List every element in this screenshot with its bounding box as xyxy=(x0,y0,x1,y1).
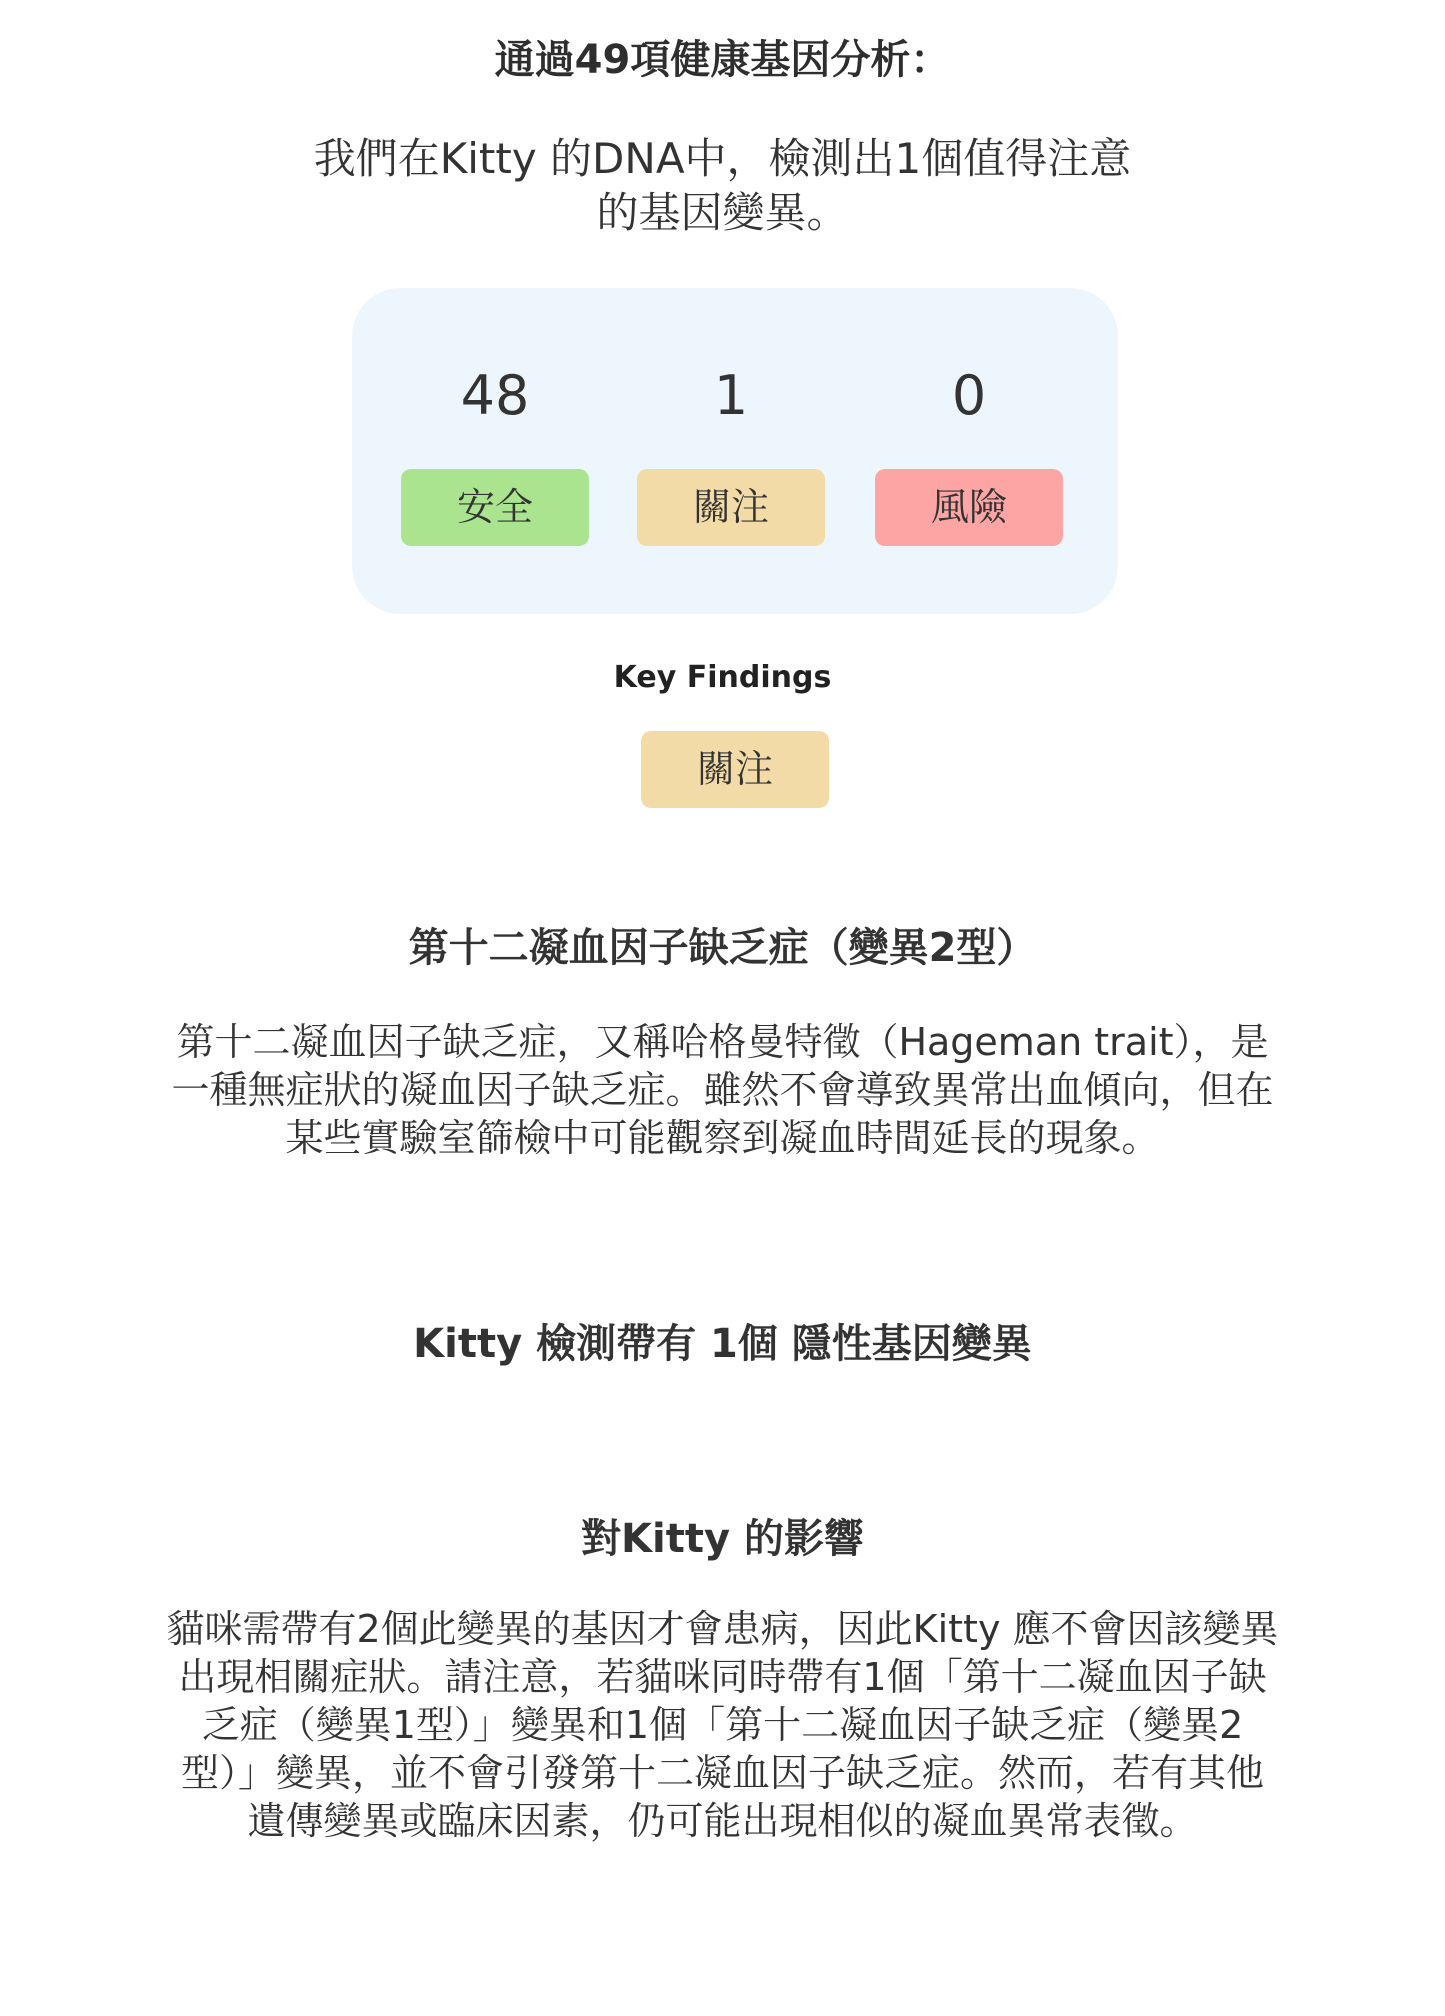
risk-badge: 風險 xyxy=(875,469,1063,546)
safe-count: 48 xyxy=(460,364,530,427)
page-title: 通過49項健康基因分析： xyxy=(494,37,951,83)
key-findings-status-badge: 關注 xyxy=(641,731,829,808)
finding-title: 第十二凝血因子缺乏症（變異2型） xyxy=(408,925,1037,971)
carrier-summary: Kitty 檢測帶有 1個 隱性基因變異 xyxy=(413,1321,1032,1367)
summary-card xyxy=(352,288,1118,614)
impact-title: 對Kitty 的影響 xyxy=(581,1516,864,1562)
risk-count: 0 xyxy=(951,364,987,427)
finding-description: 第十二凝血因子缺乏症，又稱哈格曼特徵（Hageman trait），是一種無症狀的凝血因子缺乏症。雖然不會導致異常出血傾向，但在某些實驗室篩檢中可能觀察到凝血時間延長的現象。 xyxy=(171,1020,1274,1160)
safe-badge: 安全 xyxy=(401,469,589,546)
watch-badge: 關注 xyxy=(637,469,825,546)
intro-text: 我們在Kitty 的DNA中，檢測出1個值得注意的基因變異。 xyxy=(313,134,1132,237)
key-findings-label: Key Findings xyxy=(613,660,832,695)
impact-description: 貓咪需帶有2個此變異的基因才會患病，因此Kitty 應不會因該變異出現相關症狀。請注意，若貓咪同時帶有1個「第十二凝血因子缺乏症（變異1型）」變異和1個「第十二凝血因子缺乏症（變異2型）」變異，並不會引發第十二凝血因子缺乏症。然而，若有其他遺傳變異或臨床因素，仍可能出現相似的凝血異常表徵。 xyxy=(166,1607,1279,1843)
watch-count: 1 xyxy=(713,364,749,427)
